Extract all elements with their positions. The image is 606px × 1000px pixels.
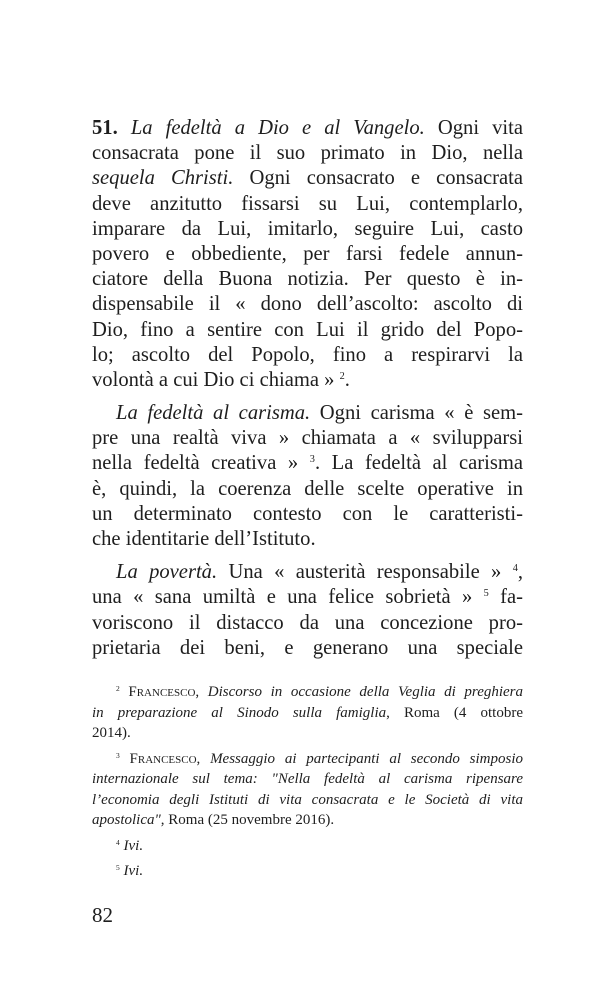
paragraph xyxy=(92,116,523,393)
text-line xyxy=(92,141,523,166)
text-run: Una « austerità responsabile » xyxy=(217,561,513,584)
text-run: dispensabile il « dono dell’ascolto: ascolto di xyxy=(92,293,523,316)
text-run: 51. xyxy=(92,117,118,139)
text-run: in preparazione al Sinodo sulla famiglia xyxy=(92,704,387,721)
text-run: volontà a cui Dio ci chiama » xyxy=(92,368,340,391)
text-line xyxy=(92,723,523,744)
text-line xyxy=(92,527,523,552)
text-run: La fedeltà a Dio e al Vangelo. xyxy=(130,117,425,139)
text-line xyxy=(92,401,523,426)
text-run: fa- xyxy=(488,586,523,609)
text-run: apostolica" xyxy=(92,812,161,828)
text-run: Ivi. xyxy=(123,837,144,854)
text-run xyxy=(118,117,131,139)
text-line xyxy=(92,368,523,393)
text-line xyxy=(92,682,523,703)
text-run: prietaria dei beni, e generano una speciale xyxy=(92,636,523,659)
text-run: Francesco xyxy=(129,750,197,767)
text-line xyxy=(92,790,523,811)
text-line xyxy=(92,217,523,242)
text-line xyxy=(92,611,523,636)
text-run: La povertà. xyxy=(116,561,218,584)
text-line xyxy=(92,343,523,368)
paragraph xyxy=(92,401,523,552)
footnote-ref: 5 xyxy=(483,588,489,600)
text-line xyxy=(92,836,523,857)
text-run: consacrata pone il suo primato in Dio, nella xyxy=(92,142,523,165)
text-line xyxy=(92,810,523,831)
text-run: un determinato contesto con le caratteristi- xyxy=(92,502,523,525)
paragraph xyxy=(92,560,523,661)
text-line xyxy=(92,451,523,476)
text-run: . La fedeltà al carisma xyxy=(314,452,523,475)
text-run: Francesco xyxy=(128,684,196,700)
text-run: Messaggio ai partecipanti al secondo simposio xyxy=(210,750,524,767)
text-run: . xyxy=(344,368,350,391)
text-run: deve anzitutto fissarsi su Lui, contemplarlo, xyxy=(92,192,523,215)
text-run: Ivi. xyxy=(123,863,144,879)
text-run: 2014). xyxy=(92,725,131,741)
text-run: internazionale sul tema: "Nella fedeltà al carisma ripensare xyxy=(92,771,523,787)
page-number: 82 xyxy=(92,903,113,927)
footnote xyxy=(92,861,523,882)
text-line xyxy=(92,502,523,527)
footnotes xyxy=(92,682,523,887)
text-line xyxy=(92,116,523,141)
text-run: ciatore della Buona notizia. Per questo è in- xyxy=(92,268,523,291)
text-run: povero e obbediente, per farsi fedele annun- xyxy=(92,242,523,265)
text-line xyxy=(92,769,523,790)
text-line xyxy=(92,426,523,451)
text-run: imparare da Lui, imitarlo, seguire Lui, casto xyxy=(92,217,523,240)
text-run: , xyxy=(196,750,211,767)
footnote xyxy=(92,749,523,831)
footnote-ref: 2 xyxy=(339,370,345,382)
text-run: nella fedeltà creativa » xyxy=(92,452,310,475)
text-line xyxy=(92,267,523,292)
text-line xyxy=(92,192,523,217)
text-line xyxy=(92,292,523,317)
text-run: sequela Christi. xyxy=(92,167,234,190)
text-run: pre una realtà viva » chiamata a « svilupparsi xyxy=(92,427,523,450)
text-run: una « sana umiltà e una felice sobrietà » xyxy=(92,586,484,609)
text-line xyxy=(92,585,523,610)
text-line xyxy=(92,166,523,191)
body-text xyxy=(92,116,523,669)
text-line xyxy=(92,242,523,267)
footnote-ref: 2 xyxy=(116,683,120,693)
text-run: lo; ascolto del Popolo, fino a respirarvi la xyxy=(92,343,523,366)
text-run: l’economia degli Istituti di vita consacrata e le Società di vita xyxy=(92,791,523,808)
text-run: Ogni consacrato e consacrata xyxy=(233,167,523,190)
text-run: , Roma (25 novembre 2016). xyxy=(160,812,335,828)
text-run: Discorso in occasione della Veglia di preghiera xyxy=(207,684,524,700)
text-run: , xyxy=(517,561,523,584)
footnote-ref: 5 xyxy=(116,862,120,872)
text-line xyxy=(92,477,523,502)
footnote-ref: 4 xyxy=(512,562,518,574)
text-run xyxy=(120,751,130,767)
text-run: Ogni carisma « è sem- xyxy=(310,402,523,425)
footnote xyxy=(92,836,523,857)
text-run: La fedeltà al carisma. xyxy=(116,402,311,425)
text-run: Dio, fino a sentire con Lui il grido del Popo- xyxy=(92,318,523,341)
footnote-ref: 3 xyxy=(309,454,315,466)
footnote-ref: 3 xyxy=(116,750,120,760)
text-run: , Roma (4 ottobre xyxy=(386,704,523,721)
footnote-ref: 4 xyxy=(116,837,120,847)
text-line xyxy=(92,636,523,661)
text-run: Ogni vita xyxy=(424,117,523,139)
text-line xyxy=(92,749,523,770)
footnote xyxy=(92,682,523,744)
text-run: voriscono il distacco da una concezione pro- xyxy=(92,611,523,634)
text-run: è, quindi, la coerenza delle scelte operative in xyxy=(92,477,523,500)
text-line xyxy=(92,318,523,343)
text-line xyxy=(92,703,523,724)
text-run: , xyxy=(195,684,208,700)
text-run: che identitarie dell’Istituto. xyxy=(92,528,316,550)
text-line xyxy=(92,861,523,882)
text-line xyxy=(92,560,523,585)
